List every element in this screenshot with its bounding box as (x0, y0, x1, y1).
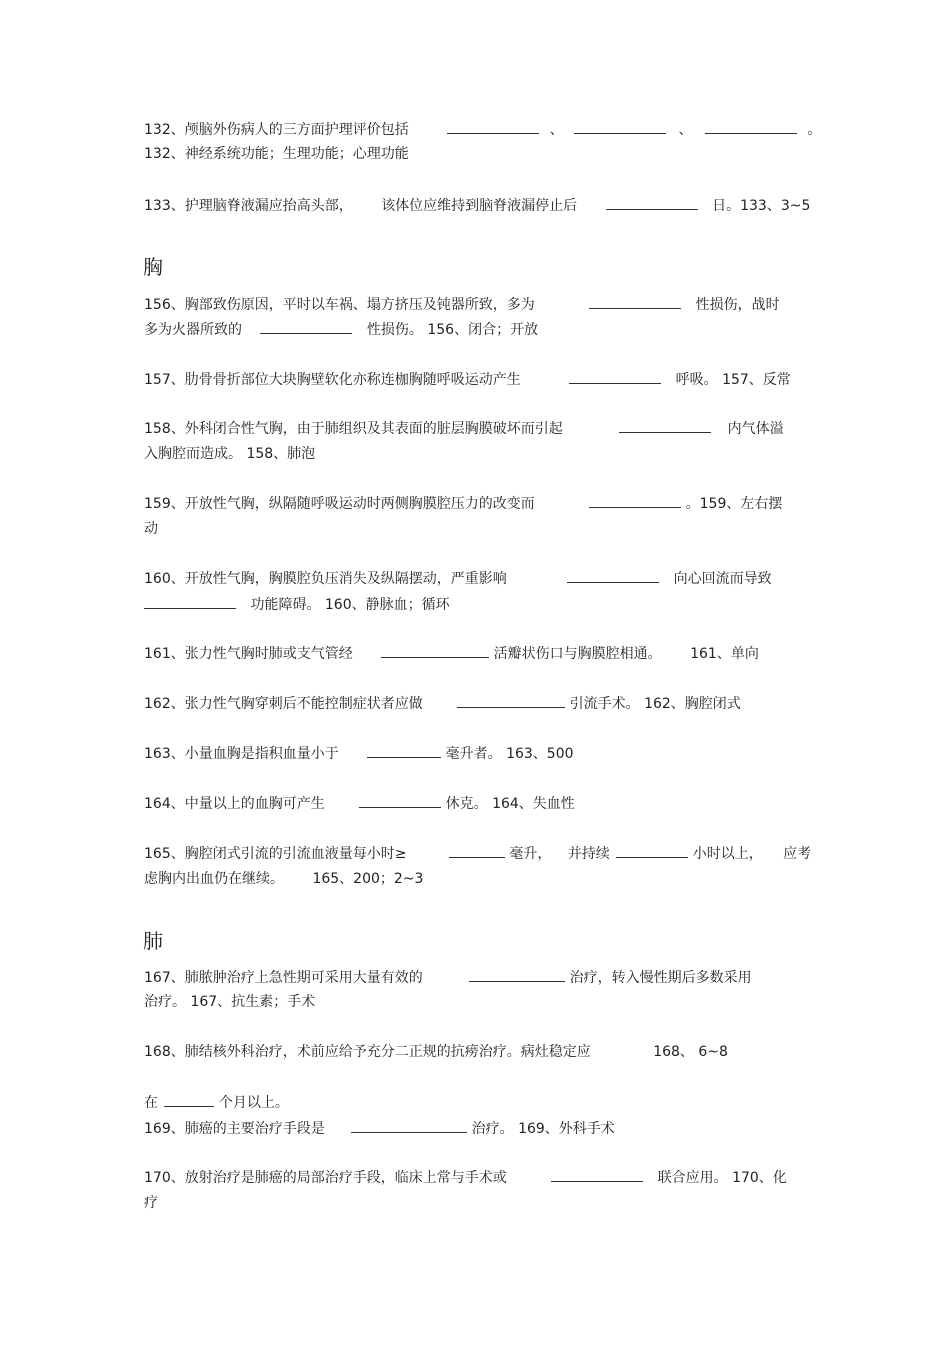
fill-blank[interactable] (705, 120, 797, 134)
q156-line2: 多为火器所致的 性损伤。 156、闭合；开放 (144, 322, 539, 338)
fill-blank[interactable] (367, 744, 441, 758)
q165-line1: 165、胸腔闭式引流的引流血液量每小时≥ 毫升， 并持续 小时以上， 应考 (144, 846, 812, 862)
q132-line1: 132、颅脑外伤病人的三方面护理评价包括 、 、 。 (144, 122, 822, 138)
fill-blank[interactable] (569, 370, 661, 384)
q158-line1: 158、外科闭合性气胸，由于肺组织及其表面的脏层胸膜破坏而引起 内气体溢 (144, 421, 784, 437)
fill-blank[interactable] (381, 644, 489, 658)
section-heading-chest: 胸 (143, 255, 163, 279)
q165-line2: 虑胸内出血仍在继续。 165、200；2~3 (144, 871, 424, 887)
fill-blank[interactable] (469, 968, 565, 982)
fill-blank[interactable] (619, 419, 711, 433)
fill-blank[interactable] (144, 595, 236, 609)
q163-line: 163、小量血胸是指积血量小于 毫升者。 163、500 (144, 746, 574, 762)
fill-blank[interactable] (351, 1119, 467, 1133)
fill-blank[interactable] (449, 844, 505, 858)
q168-line2: 在 个月以上。 (144, 1095, 289, 1111)
fill-blank[interactable] (457, 694, 565, 708)
fill-blank[interactable] (589, 295, 681, 309)
fill-blank[interactable] (616, 844, 688, 858)
fill-blank[interactable] (606, 196, 698, 210)
q167-line2: 治疗。 167、抗生素；手术 (144, 994, 316, 1010)
fill-blank[interactable] (447, 120, 539, 134)
q168-line1: 168、肺结核外科治疗，术前应给予充分二正规的抗痨治疗。病灶稳定应 168、 6~8 (144, 1044, 728, 1060)
q157-line: 157、肋骨骨折部位大块胸壁软化亦称连枷胸随呼吸运动产生 呼吸。 157、反常 (144, 372, 791, 388)
q132-answer: 132、神经系统功能；生理功能；心理功能 (144, 146, 409, 162)
q170-line2: 疗 (144, 1195, 158, 1211)
fill-blank[interactable] (574, 120, 666, 134)
fill-blank[interactable] (589, 494, 681, 508)
q156-line1: 156、胸部致伤原因，平时以车祸、塌方挤压及钝器所致，多为 性损伤，战时 (144, 297, 780, 313)
fill-blank[interactable] (359, 794, 441, 808)
fill-blank[interactable] (164, 1093, 214, 1107)
q159-line1: 159、开放性气胸，纵隔随呼吸运动时两侧胸膜腔压力的改变而 。159、左右摆 (144, 496, 783, 512)
fill-blank[interactable] (567, 569, 659, 583)
q169-line: 169、肺癌的主要治疗手段是 治疗。 169、外科手术 (144, 1121, 615, 1137)
q170-line1: 170、放射治疗是肺癌的局部治疗手段，临床上常与手术或 联合应用。 170、化 (144, 1170, 787, 1186)
q160-line2: 功能障碍。 160、静脉血；循环 (144, 595, 450, 614)
q167-line1: 167、肺脓肿治疗上急性期可采用大量有效的 治疗，转入慢性期后多数采用 (144, 970, 752, 986)
section-heading-lung: 肺 (143, 929, 163, 953)
q133-line: 133、护理脑脊液漏应抬高头部， 该体位应维持到脑脊液漏停止后 日。133、3~5 (144, 198, 811, 214)
q161-line: 161、张力性气胸时肺或支气管经 活瓣状伤口与胸膜腔相通。 161、单向 (144, 646, 759, 662)
q159-line2: 动 (144, 521, 158, 537)
q160-line1: 160、开放性气胸，胸膜腔负压消失及纵隔摆动，严重影响 向心回流而导致 (144, 571, 772, 587)
q162-line: 162、张力性气胸穿刺后不能控制症状者应做 引流手术。 162、胸腔闭式 (144, 696, 741, 712)
q158-line2: 入胸腔而造成。 158、肺泡 (144, 446, 316, 462)
fill-blank[interactable] (260, 320, 352, 334)
fill-blank[interactable] (551, 1168, 643, 1182)
q164-line: 164、中量以上的血胸可产生 休克。 164、失血性 (144, 796, 575, 812)
